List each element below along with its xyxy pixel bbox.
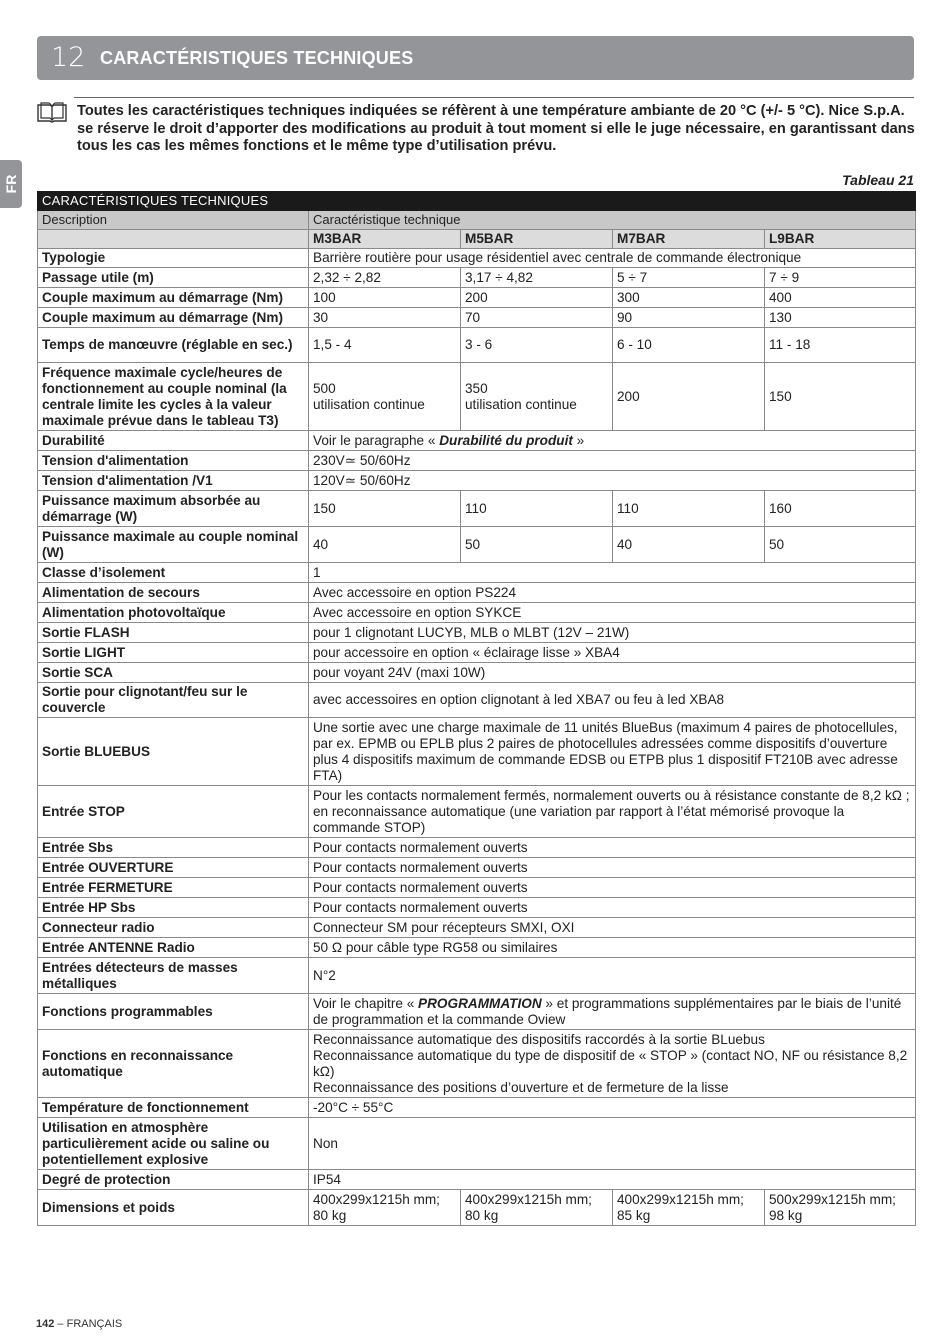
value-emphasis: Durabilité du produit [439,432,573,448]
table-row [38,958,916,994]
row-value-m3bar: 40 [309,527,461,563]
section-title: CARACTÉRISTIQUES TECHNIQUES [100,48,414,68]
row-label: Entrées détecteurs de masses métalliques [38,958,309,994]
table-row [38,623,916,643]
row-label: Couple maximum au démarrage (Nm) [38,288,309,308]
row-value-m7bar: 300 [613,288,765,308]
section-header [37,36,914,80]
value-text: Voir le paragraphe « [313,432,440,448]
table-row [38,603,916,623]
row-value [309,683,916,718]
row-value-l9bar: 7 ÷ 9 [765,268,916,288]
row-label: Sortie SCA [38,663,309,683]
table-row [38,718,916,786]
row-value-m5bar: 50 [461,527,613,563]
row-value-m3bar: 400x299x1215h mm; 80 kg [309,1190,461,1226]
row-value-l9bar: 400 [765,288,916,308]
row-value-m5bar: 200 [461,288,613,308]
row-value-m5bar: 70 [461,308,613,328]
table-row [38,663,916,683]
table-caption: Tableau 21 [842,172,914,188]
row-value-l9bar: 50 [765,527,916,563]
page-number: 142 [36,1318,55,1330]
value-text: -20°C ÷ 55°C [313,1099,394,1115]
row-label: Temps de manœuvre (réglable en sec.) [38,328,309,363]
row-value [309,718,916,786]
row-label: Puissance maximum absorbée au démarrage (W) [38,491,309,527]
table-row [38,938,916,958]
language-label: FR [3,174,19,194]
table-row [38,1118,916,1170]
table-row [38,1170,916,1190]
row-label: Entrée FERMETURE [38,878,309,898]
row-value [309,643,916,663]
value-text: Non [313,1135,338,1151]
table-row [38,363,916,431]
row-value-m3bar: 100 [309,288,461,308]
value-text: Pour contacts normalement ouverts [313,859,528,875]
value-text: Connecteur SM pour récepteurs SMXI, OXI [313,919,575,935]
table-row [38,683,916,718]
value-text: avec accessoires en option clignotant à led XBA7 ou feu à led XBA8 [313,692,725,707]
table-row [38,249,916,268]
row-value [309,786,916,838]
value-text: 1 [313,564,321,580]
model-m5bar: M5BAR [461,230,613,249]
table-row [38,451,916,471]
row-value-m3bar: 30 [309,308,461,328]
row-value-l9bar: 130 [765,308,916,328]
row-value [309,623,916,643]
row-value-l9bar: 500x299x1215h mm; 98 kg [765,1190,916,1226]
table-row [38,527,916,563]
row-value-m7bar: 110 [613,491,765,527]
row-label: Entrée STOP [38,786,309,838]
row-value [309,249,916,268]
page-footer [36,1318,122,1330]
row-value [309,918,916,938]
row-value-m3bar: 2,32 ÷ 2,82 [309,268,461,288]
value-text-after: » [572,432,585,448]
footer-lang: FRANÇAIS [66,1318,123,1330]
table-row [38,838,916,858]
row-value [309,431,916,451]
footer-sep: – [54,1318,67,1330]
table-title-row [38,192,916,211]
table-row [38,563,916,583]
value-text: 120V≃ 50/60Hz [313,472,411,488]
table-row [38,583,916,603]
row-value [309,1170,916,1190]
row-value [309,938,916,958]
value-text: 230V≃ 50/60Hz [313,452,411,468]
row-label: Alimentation photovoltaïque [38,603,309,623]
row-value [309,994,916,1030]
note-divider [74,97,914,98]
value-text: Avec accessoire en option SYKCE [313,604,522,620]
value-emphasis: PROGRAMMATION [418,995,542,1011]
row-value-m7bar: 400x299x1215h mm; 85 kg [613,1190,765,1226]
row-label: Dimensions et poids [38,1190,309,1226]
row-value [309,583,916,603]
row-value [309,1118,916,1170]
row-label: Entrée OUVERTURE [38,858,309,878]
row-value [309,838,916,858]
table-row [38,1098,916,1118]
table-row [38,328,916,363]
row-label: Fonctions programmables [38,994,309,1030]
row-value [309,471,916,491]
table-row [38,1190,916,1226]
table-row [38,994,916,1030]
book-icon [36,102,68,124]
row-label: Entrée Sbs [38,838,309,858]
row-label: Entrée HP Sbs [38,898,309,918]
model-m3bar: M3BAR [309,230,461,249]
row-value-m3bar: 1,5 - 4 [309,328,461,363]
value-text: N°2 [313,967,336,983]
table-row [38,898,916,918]
model-m7bar: M7BAR [613,230,765,249]
row-label: Puissance maximale au couple nominal (W) [38,527,309,563]
row-value-m7bar: 90 [613,308,765,328]
row-value-l9bar: 150 [765,363,916,431]
value-text: Voir le chapitre « [313,995,419,1011]
row-value-m5bar: 350 utilisation continue [461,363,613,431]
value-text: 50 Ω pour câble type RG58 ou similaires [313,939,558,955]
value-text: pour voyant 24V (maxi 10W) [313,664,486,680]
row-label: Sortie BLUEBUS [38,718,309,786]
row-label: Alimentation de secours [38,583,309,603]
row-value [309,858,916,878]
value-text: Pour contacts normalement ouverts [313,879,528,895]
model-l9bar: L9BAR [765,230,916,249]
row-label: Passage utile (m) [38,268,309,288]
value-text: Avec accessoire en option PS224 [313,584,517,600]
row-value-m5bar: 400x299x1215h mm; 80 kg [461,1190,613,1226]
row-value-m7bar: 40 [613,527,765,563]
row-label: Sortie LIGHT [38,643,309,663]
value-text: pour 1 clignotant LUCYB, MLB o MLBT (12V – 21W) [313,624,630,640]
table-row [38,786,916,838]
row-label: Durabilité [38,431,309,451]
model-row [38,230,916,249]
table-row [38,308,916,328]
language-tab [0,160,22,208]
table-row [38,471,916,491]
note-text: Toutes les caractéristiques techniques indiquées se réfèrent à une température ambiante de 20 °C (+/- 5 °C). Nice S.p.A. se réserve le droit d’apporter des modifications au produit à tout moment si elle le juge nécessaire, en garantissant dans tous les cas les mêmes fonctions et le même type d’utilisation prévu. [77,103,915,154]
row-value [309,898,916,918]
row-value-m5bar: 3,17 ÷ 4,82 [461,268,613,288]
table-row [38,288,916,308]
row-value [309,878,916,898]
spec-table [37,191,916,1226]
value-text-after: » et programmations supplémentaires par le biais de l’unité de programmation et la commande Oview [313,995,902,1027]
row-value-m3bar: 500 utilisation continue [309,363,461,431]
table-row [38,918,916,938]
table-row [38,491,916,527]
row-label: Fonctions en reconnaissance automatique [38,1030,309,1098]
col-description: Description [38,211,309,230]
table-row [38,643,916,663]
row-value-m5bar: 110 [461,491,613,527]
value-text: Pour contacts normalement ouverts [313,839,528,855]
table-row [38,268,916,288]
row-value [309,563,916,583]
row-value-m7bar: 6 - 10 [613,328,765,363]
value-text: Une sortie avec une charge maximale de 11 unités BlueBus (maximum 4 paires de photocellules, par ex. EPMB ou EPLB plus 2 paires de photocellules adressées comme dispositifs d’ouverture plus 4 dispositifs maximum de commande EDSB ou ETPB plus 1 dispositif FT210B avec adresse FTA) [313,719,898,783]
row-label: Typologie [38,249,309,268]
row-value-m3bar: 150 [309,491,461,527]
table-header-row [38,211,916,230]
table-row [38,1030,916,1098]
value-text: Pour contacts normalement ouverts [313,899,528,915]
row-value [309,663,916,683]
row-label: Couple maximum au démarrage (Nm) [38,308,309,328]
row-value-l9bar: 160 [765,491,916,527]
section-number: 12 [51,42,86,73]
table-row [38,858,916,878]
value-text: Pour les contacts normalement fermés, normalement ouverts ou à résistance constante de 8,2 kΩ ; en reconnaissance automatique (une variation par rapport à l’état mémorisé provoque la commande STOP) [313,787,910,835]
row-value-m7bar: 5 ÷ 7 [613,268,765,288]
row-value-m5bar: 3 - 6 [461,328,613,363]
row-label: Fréquence maximale cycle/heures de fonctionnement au couple nominal (la centrale limite les cycles à la valeur maximale prévue dans le tableau T3) [38,363,309,431]
row-value-l9bar: 11 - 18 [765,328,916,363]
value-text: Barrière routière pour usage résidentiel avec centrale de commande électronique [313,250,802,265]
row-label: Connecteur radio [38,918,309,938]
col-tech: Caractéristique technique [309,211,916,230]
table-title: CARACTÉRISTIQUES TECHNIQUES [38,192,916,211]
row-label: Sortie FLASH [38,623,309,643]
table-row [38,431,916,451]
row-label: Tension d'alimentation [38,451,309,471]
row-value [309,1030,916,1098]
value-text: IP54 [313,1171,341,1187]
row-value [309,603,916,623]
row-label: Température de fonctionnement [38,1098,309,1118]
row-value [309,958,916,994]
row-label: Sortie pour clignotant/feu sur le couvercle [38,683,309,718]
table-row [38,878,916,898]
model-empty-cell [38,230,309,249]
row-label: Classe d’isolement [38,563,309,583]
row-label: Tension d'alimentation /V1 [38,471,309,491]
row-value [309,1098,916,1118]
row-label: Utilisation en atmosphère particulièrement acide ou saline ou potentiellement explosive [38,1118,309,1170]
row-value [309,451,916,471]
row-value-m7bar: 200 [613,363,765,431]
row-label: Degré de protection [38,1170,309,1190]
row-label: Entrée ANTENNE Radio [38,938,309,958]
value-text: Reconnaissance automatique des dispositifs raccordés à la sortie BLuebus Reconnaissance automatique du type de dispositif de « STOP » (contact NO, NF ou résistance 8,2 kΩ) Reconnaissance des positions d’ouverture et de fermeture de la lisse [313,1031,908,1095]
value-text: pour accessoire en option « éclairage lisse » XBA4 [313,644,620,660]
